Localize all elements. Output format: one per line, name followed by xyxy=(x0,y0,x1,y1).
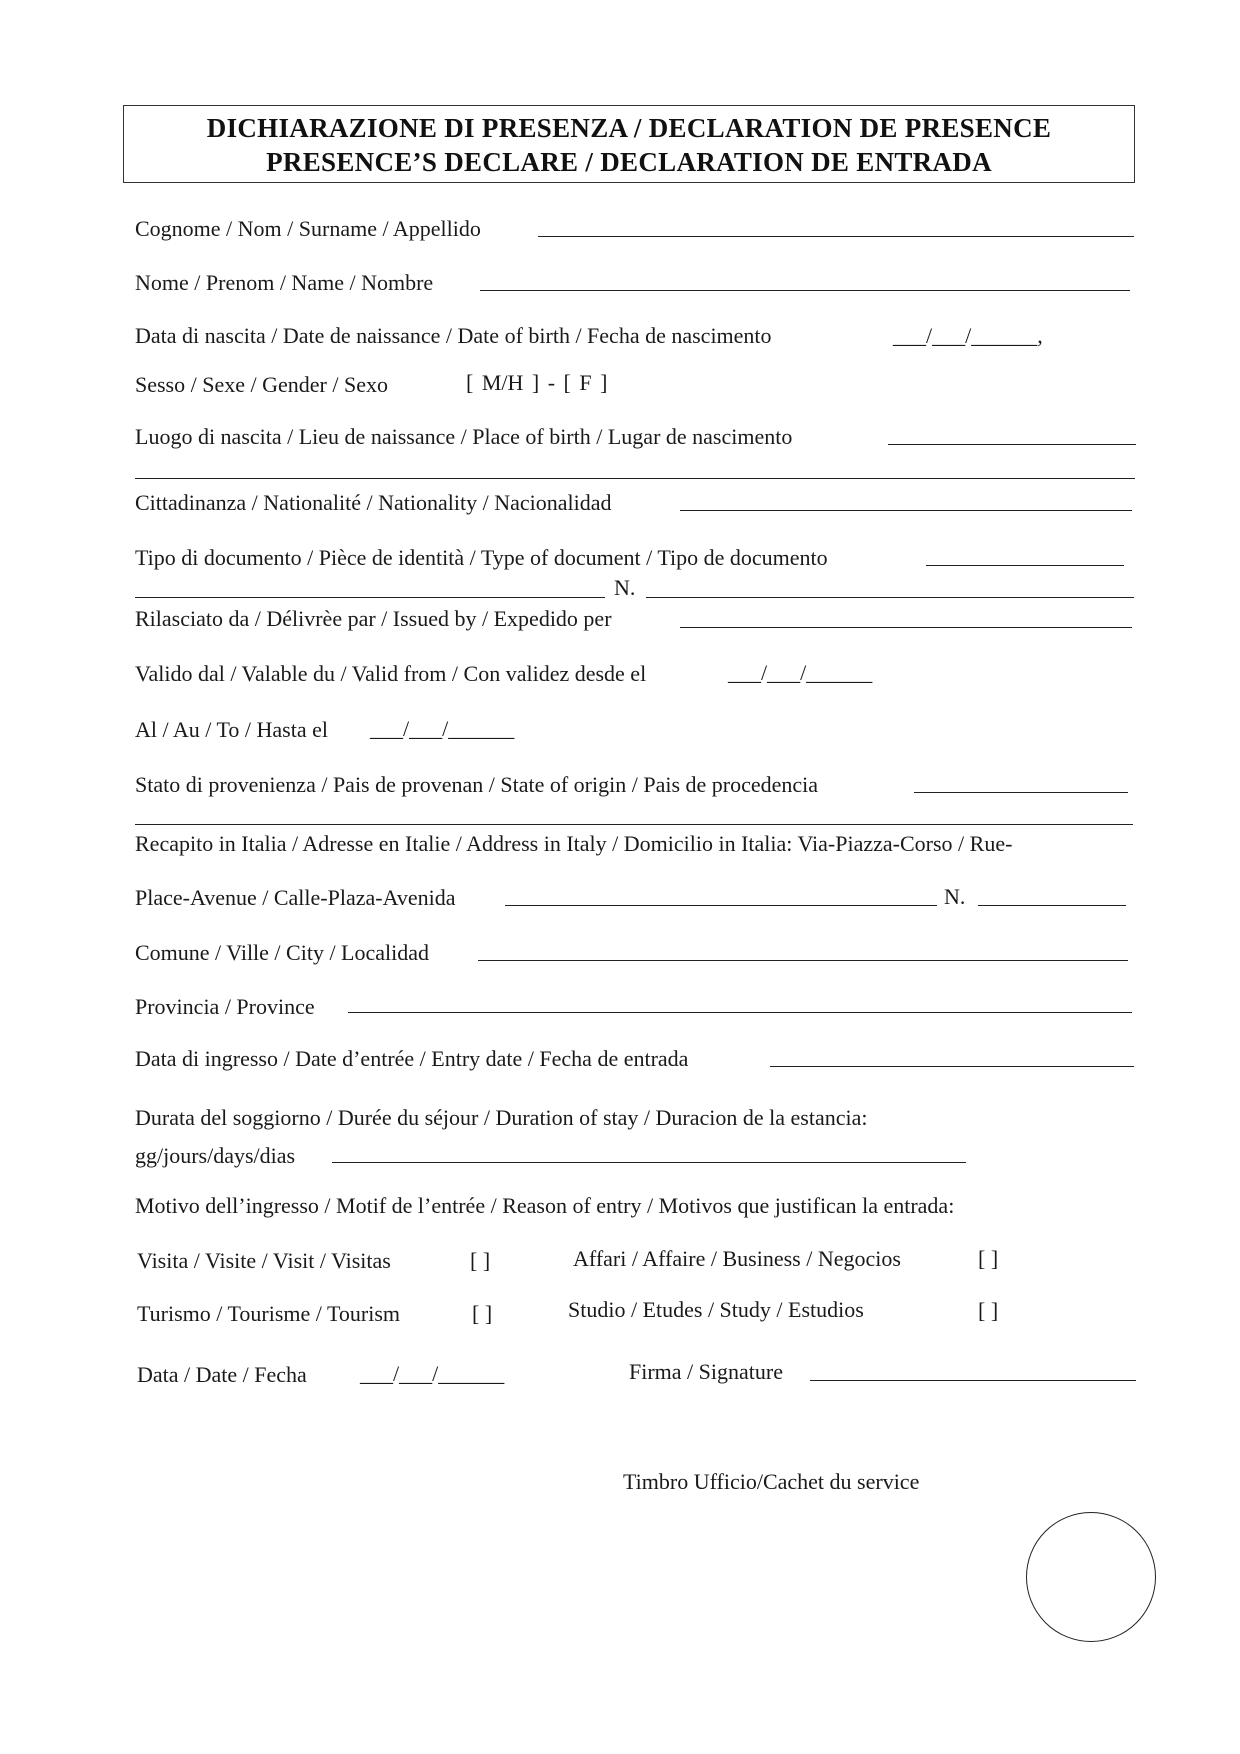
origin-state-field-line-2[interactable] xyxy=(135,824,1133,825)
signature-label: Firma / Signature xyxy=(629,1359,783,1384)
valid-to-label: Al / Au / To / Hasta el xyxy=(135,717,328,742)
birth-date-label: Data di nascita / Date de naissance / Date of birth / Fecha de nascimento xyxy=(135,323,772,348)
document-type-field[interactable] xyxy=(926,565,1124,566)
stamp-circle xyxy=(1026,1512,1156,1642)
stamp-label: Timbro Ufficio/Cachet du service xyxy=(623,1469,920,1494)
entry-date-field[interactable] xyxy=(770,1066,1134,1067)
entry-reason-label: Motivo dell’ingresso / Motif de l’entrée / Reason of entry / Motivos que justifican la entrada: xyxy=(135,1193,955,1218)
birth-place-label: Luogo di nascita / Lieu de naissance / Place of birth / Lugar de nascimento xyxy=(135,424,793,449)
document-type-field-line-2[interactable] xyxy=(135,597,605,598)
document-number-field[interactable] xyxy=(646,597,1134,598)
surname-label: Cognome / Nom / Surname / Appellido xyxy=(135,216,481,241)
city-field[interactable] xyxy=(478,960,1128,961)
address-number-field[interactable] xyxy=(978,905,1126,906)
origin-state-label: Stato di provenienza / Pais de provenan / State of origin / Pais de procedencia xyxy=(135,772,819,797)
document-number-label: N. xyxy=(614,575,636,600)
gender-options[interactable]: [ M/H ] - [ F ] xyxy=(466,370,608,395)
reason-tourism-label: Turismo / Tourisme / Tourism xyxy=(137,1301,401,1326)
valid-from-field[interactable]: ___/___/______ xyxy=(728,660,873,685)
date-field[interactable]: ___/___/______ xyxy=(360,1361,505,1386)
surname-field[interactable] xyxy=(538,236,1134,237)
reason-visit-label: Visita / Visite / Visit / Visitas xyxy=(137,1248,391,1273)
nationality-field[interactable] xyxy=(680,510,1132,511)
stay-days-field[interactable] xyxy=(332,1162,966,1163)
stay-duration-label: Durata del soggiorno / Durée du séjour / Duration of stay / Duracion de la estancia: xyxy=(135,1105,868,1130)
address-field[interactable] xyxy=(505,905,937,906)
origin-state-field[interactable] xyxy=(914,792,1128,793)
reason-business-checkbox[interactable]: [ ] xyxy=(978,1246,999,1271)
issued-by-field[interactable] xyxy=(680,627,1132,628)
form-title-line-1: DICHIARAZIONE DI PRESENZA / DECLARATION DE PRESENCE xyxy=(206,113,1052,143)
form-title-box xyxy=(123,105,1135,183)
form-title-line-2: PRESENCE’S DECLARE / DECLARATION DE ENTRADA xyxy=(266,147,992,177)
birth-date-field[interactable]: ___/___/______, xyxy=(893,323,1043,348)
province-field[interactable] xyxy=(348,1012,1132,1013)
gender-label: Sesso / Sexe / Gender / Sexo xyxy=(135,372,388,397)
reason-study-checkbox[interactable]: [ ] xyxy=(978,1298,999,1323)
entry-date-label: Data di ingresso / Date d’entrée / Entry date / Fecha de entrada xyxy=(135,1046,689,1071)
document-type-label: Tipo di documento / Pièce de identità / Type of document / Tipo de documento xyxy=(135,545,828,570)
birth-place-field[interactable] xyxy=(888,444,1136,445)
province-label: Provincia / Province xyxy=(135,994,315,1019)
nationality-label: Cittadinanza / Nationalité / Nationality / Nacionalidad xyxy=(135,490,612,515)
birth-place-field-line-2[interactable] xyxy=(135,478,1135,479)
address-label-line-2: Place-Avenue / Calle-Plaza-Avenida xyxy=(135,885,456,910)
address-number-label: N. xyxy=(944,884,966,909)
stay-days-label: gg/jours/days/dias xyxy=(135,1143,296,1168)
signature-field[interactable] xyxy=(810,1380,1136,1381)
address-label: Recapito in Italia / Adresse en Italie / Address in Italy / Domicilio in Italia: Via-Piazza-Corso / Rue- xyxy=(135,831,1013,856)
date-label: Data / Date / Fecha xyxy=(137,1362,307,1387)
city-label: Comune / Ville / City / Localidad xyxy=(135,940,430,965)
issued-by-label: Rilasciato da / Délivrèe par / Issued by / Expedido per xyxy=(135,606,612,631)
valid-from-label: Valido dal / Valable du / Valid from / Con validez desde el xyxy=(135,661,647,686)
reason-business-label: Affari / Affaire / Business / Negocios xyxy=(573,1246,901,1271)
reason-tourism-checkbox[interactable]: [ ] xyxy=(472,1301,493,1326)
name-label: Nome / Prenom / Name / Nombre xyxy=(135,270,434,295)
valid-to-field[interactable]: ___/___/______ xyxy=(370,716,515,741)
reason-study-label: Studio / Etudes / Study / Estudios xyxy=(568,1297,864,1322)
name-field[interactable] xyxy=(480,290,1130,291)
reason-visit-checkbox[interactable]: [ ] xyxy=(470,1248,491,1273)
